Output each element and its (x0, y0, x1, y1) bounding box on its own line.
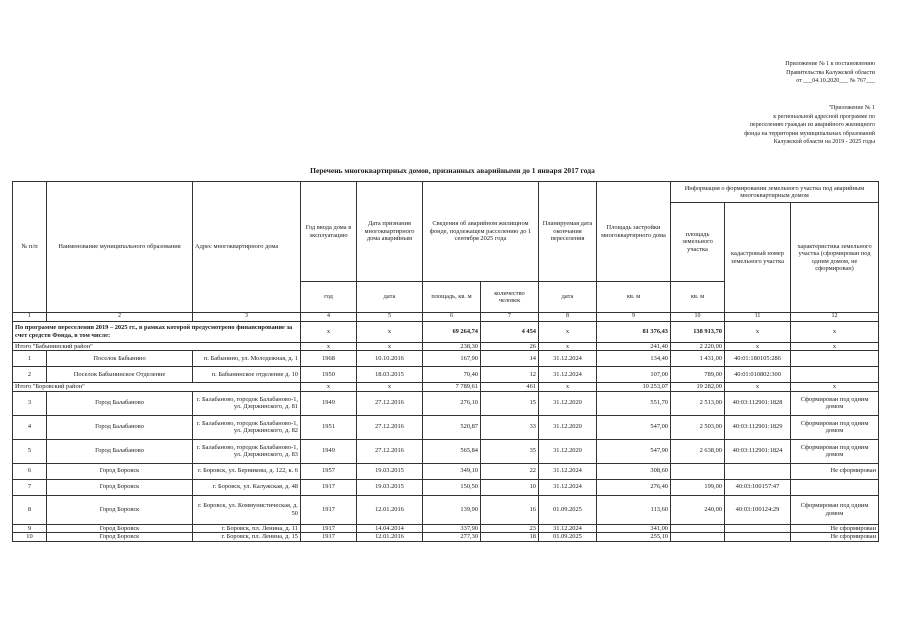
column-number-row (13, 313, 879, 322)
cell-cadastral (725, 463, 791, 479)
cell: x (791, 383, 879, 392)
col-number: 3 (193, 313, 301, 322)
cell-plan: 31.12.2024 (539, 367, 597, 383)
col-head-land-area: площадь земельного участка (671, 203, 725, 282)
cell-cadastral (725, 533, 791, 542)
cell-date: 12.01.2016 (357, 533, 423, 542)
cell-build-area: 241,40 (597, 342, 671, 351)
cell-year: 1951 (301, 415, 357, 439)
cell: x (357, 383, 423, 392)
table-row (13, 439, 879, 463)
cell-date: 19.03.2015 (357, 479, 423, 495)
program-total-label: По программе переселения 2019 – 2025 гг., в рамках которой предусмотрено финансирование за счет средств Фонда, в том числе: (13, 321, 301, 342)
unit-date-2: дата (539, 282, 597, 313)
appendix-line-3: от ___04.10.2020___ № 767___ (796, 78, 875, 84)
col-number: 7 (481, 313, 539, 322)
cell-address: г. Балабаново, городок Балабаново-1, ул. Дзержинского, д. 82 (193, 415, 301, 439)
group-total-label: Итого "Бабынинский район" (13, 342, 301, 351)
col-number: 11 (725, 313, 791, 322)
cell-land-area (671, 533, 725, 542)
cell-people: 461 (481, 383, 539, 392)
cell-people: 33 (481, 415, 539, 439)
cell-address: г. Балабаново, городок Балабаново-1, ул. Дзержинского, д. 81 (193, 391, 301, 415)
cell-build-area: 551,70 (597, 391, 671, 415)
cell-municipality: Город Боровск (47, 495, 193, 524)
table-row (13, 479, 879, 495)
cell-plan: 31.12.2024 (539, 479, 597, 495)
cell-municipality: Город Балабаново (47, 415, 193, 439)
col-head-land-char: характеристика земельного участка (сформирован под одним домом, не сформирован) (791, 203, 879, 313)
cell-year: 1949 (301, 391, 357, 415)
cell-plan: 01.09.2025 (539, 495, 597, 524)
cell-people: 12 (481, 367, 539, 383)
cell-people: 14 (481, 351, 539, 367)
table-row (13, 533, 879, 542)
cell-area: 520,87 (423, 415, 481, 439)
cell-land-char: Не сформирован (791, 524, 879, 533)
cell-num: 4 (13, 415, 47, 439)
cell-num: 7 (13, 479, 47, 495)
cell-year: 1949 (301, 439, 357, 463)
cell-address: г. Боровск, ул. Берникова, д. 122, к. 6 (193, 463, 301, 479)
cell-build-area: 81 376,43 (597, 321, 671, 342)
group-total-label: Итого "Боровский район" (13, 383, 301, 392)
cell-municipality: Город Балабаново (47, 439, 193, 463)
cell-cadastral: 40:01:010802:300 (725, 367, 791, 383)
cell-land-char: Не сформирован (791, 463, 879, 479)
cell-municipality: Город Боровск (47, 524, 193, 533)
col-number: 9 (597, 313, 671, 322)
cell-area: 337,90 (423, 524, 481, 533)
cell-num: 3 (13, 391, 47, 415)
cell-land-area: 789,00 (671, 367, 725, 383)
cell-municipality: Поселок Бабынино (47, 351, 193, 367)
col-head-land-info: Информация о формировании земельного участка под аварийным многоквартирным домом (671, 182, 879, 203)
program-total-row (13, 321, 879, 342)
col-number: 8 (539, 313, 597, 322)
cell-build-area: 134,40 (597, 351, 671, 367)
col-head-planned-date: Планируемая дата окончания переселения (539, 182, 597, 282)
group-total-row (13, 342, 879, 351)
cell-people: 16 (481, 495, 539, 524)
cell-area: 69 264,74 (423, 321, 481, 342)
cell-area: 70,40 (423, 367, 481, 383)
cell-area: 139,90 (423, 495, 481, 524)
col-number: 2 (47, 313, 193, 322)
program-line-3: переселению граждан из аварийного жилищного (749, 122, 875, 128)
cell-land-area: 138 913,70 (671, 321, 725, 342)
cell-num: 1 (13, 351, 47, 367)
cell-build-area: 276,40 (597, 479, 671, 495)
cell: x (791, 342, 879, 351)
col-head-building-area: Площадь застройки многоквартирного дома (597, 182, 671, 282)
cell-people: 10 (481, 479, 539, 495)
cell-date: 12.01.2016 (357, 495, 423, 524)
cell-land-char: Не сформирован (791, 533, 879, 542)
unit-date: дата (357, 282, 423, 313)
cell-land-char (791, 351, 879, 367)
cell-build-area: 341,00 (597, 524, 671, 533)
cell: x (301, 321, 357, 342)
cell-address: г. Балабаново, городок Балабаново-1, ул. Дзержинского, д. 83 (193, 439, 301, 463)
cell: x (791, 321, 879, 342)
cell-land-area: 2 638,00 (671, 439, 725, 463)
cell-cadastral: 40:03:100124:29 (725, 495, 791, 524)
cell-land-char (791, 479, 879, 495)
cell-build-area: 547,00 (597, 415, 671, 439)
cell-people: 15 (481, 391, 539, 415)
col-head-resettlement: Сведения об аварийном жилищном фонде, подлежащем расселению до 1 сентября 2025 года (423, 182, 539, 282)
cell-area: 276,10 (423, 391, 481, 415)
col-head-year: Год ввода дома в эксплуатацию (301, 182, 357, 282)
cell-land-area (671, 524, 725, 533)
col-number: 10 (671, 313, 725, 322)
col-head-num: № п/п (13, 182, 47, 313)
table-row (13, 391, 879, 415)
cell-date: 27.12.2016 (357, 391, 423, 415)
cell-people: 18 (481, 533, 539, 542)
cell-plan: 31.12.2024 (539, 524, 597, 533)
cell-plan: 31.12.2020 (539, 415, 597, 439)
cell: x (357, 342, 423, 351)
cell-land-area (671, 463, 725, 479)
cell-people: 4 454 (481, 321, 539, 342)
cell-date: 19.03.2015 (357, 463, 423, 479)
cell-num: 6 (13, 463, 47, 479)
unit-sqm-2: кв. м (671, 282, 725, 313)
cell: x (725, 321, 791, 342)
table-row (13, 351, 879, 367)
cell-date: 14.04.2014 (357, 524, 423, 533)
unit-qty-people: количество человек (481, 282, 539, 313)
cell-build-area: 113,60 (597, 495, 671, 524)
cell-year: 1917 (301, 533, 357, 542)
appendix-line-1: Приложение № 1 к постановлению (785, 61, 875, 67)
cell-address: г. Боровск, ул. Коммунистическая, д. 50 (193, 495, 301, 524)
cell-area: 277,30 (423, 533, 481, 542)
cell-build-area: 107,00 (597, 367, 671, 383)
cell-cadastral: 40:03:112901:1829 (725, 415, 791, 439)
cell-municipality: Поселок Бабынинское Отделение (47, 367, 193, 383)
cell-land-area: 19 282,00 (671, 383, 725, 392)
program-line-2: к региональной адресной программе по (773, 113, 875, 120)
cell-num: 2 (13, 367, 47, 383)
cell-plan: 31.12.2020 (539, 439, 597, 463)
cell-address: г. Боровск, ул. Калужская, д. 48 (193, 479, 301, 495)
cell-year: 1917 (301, 479, 357, 495)
table-row (13, 495, 879, 524)
group-total-row (13, 383, 879, 392)
cell: x (725, 383, 791, 392)
cell-area: 7 789,61 (423, 383, 481, 392)
cell-num: 8 (13, 495, 47, 524)
cell-land-area: 2 513,00 (671, 391, 725, 415)
cell-land-char: Сформирован под одним домом (791, 439, 879, 463)
cell-municipality: Город Боровск (47, 463, 193, 479)
unit-year: год (301, 282, 357, 313)
cell-year: 1917 (301, 524, 357, 533)
program-line-4: фонда на территории муниципальных образований (744, 130, 875, 137)
cell-land-char (791, 367, 879, 383)
cell-address: г. Боровск, пл. Ленина, д. 15 (193, 533, 301, 542)
cell-num: 10 (13, 533, 47, 542)
cell-area: 349,10 (423, 463, 481, 479)
table-row (13, 367, 879, 383)
cell-cadastral: 40:01:180105:286 (725, 351, 791, 367)
cell-people: 23 (481, 524, 539, 533)
cell-land-area: 2 503,00 (671, 415, 725, 439)
appendix-line-2: Правительства Калужской области (786, 69, 875, 76)
cell: x (539, 383, 597, 392)
cell-plan: 31.12.2024 (539, 351, 597, 367)
cell-plan: 31.12.2024 (539, 463, 597, 479)
cell-municipality: Город Боровск (47, 479, 193, 495)
unit-area: площадь, кв. м (423, 282, 481, 313)
cell-cadastral: 40:03:100157:47 (725, 479, 791, 495)
houses-table (12, 181, 879, 542)
cell-land-area: 240,00 (671, 495, 725, 524)
col-head-date-emergency: Дата признания многоквартирного дома аварийным (357, 182, 423, 282)
cell-cadastral: 40:03:112901:1828 (725, 391, 791, 415)
cell-date: 10.10.2016 (357, 351, 423, 367)
col-head-cadastral: кадастровый номер земельного участка (725, 203, 791, 313)
col-head-address: Адрес многоквартирного дома (193, 182, 301, 313)
cell-num: 5 (13, 439, 47, 463)
col-number: 1 (13, 313, 47, 322)
cell-build-area: 308,60 (597, 463, 671, 479)
cell-people: 35 (481, 439, 539, 463)
cell-people: 22 (481, 463, 539, 479)
program-header (744, 104, 875, 147)
cell-date: 18.03.2015 (357, 367, 423, 383)
cell-cadastral: 40:03:112901:1824 (725, 439, 791, 463)
cell-land-char: Сформирован под одним домом (791, 495, 879, 524)
table-row (13, 524, 879, 533)
cell: x (301, 342, 357, 351)
cell: x (725, 342, 791, 351)
cell-num: 9 (13, 524, 47, 533)
cell-year: 1968 (301, 351, 357, 367)
cell-plan: 01.09.2025 (539, 533, 597, 542)
cell-address: п. Бабынино, ул. Молодежная, д. 1 (193, 351, 301, 367)
cell: x (357, 321, 423, 342)
col-number: 12 (791, 313, 879, 322)
cell: x (539, 321, 597, 342)
cell-year: 1950 (301, 367, 357, 383)
cell-municipality: Город Боровск (47, 533, 193, 542)
cell-land-char: Сформирован под одним домом (791, 415, 879, 439)
program-line-5: Калужской области на 2019 - 2025 годы (773, 139, 875, 145)
cell-municipality: Город Балабаново (47, 391, 193, 415)
cell-address: г. Боровск, пл. Ленина, д. 11 (193, 524, 301, 533)
col-number: 4 (301, 313, 357, 322)
cell-build-area: 10 253,07 (597, 383, 671, 392)
cell-land-area: 2 220,00 (671, 342, 725, 351)
document-title: Перечень многоквартирных домов, признанных аварийными до 1 января 2017 года (310, 166, 595, 175)
col-number: 6 (423, 313, 481, 322)
cell-date: 27.12.2016 (357, 415, 423, 439)
cell-year: 1957 (301, 463, 357, 479)
col-number: 5 (357, 313, 423, 322)
cell: x (539, 342, 597, 351)
cell-build-area: 547,90 (597, 439, 671, 463)
table-row (13, 415, 879, 439)
cell-land-area: 199,00 (671, 479, 725, 495)
appendix-header (785, 60, 875, 86)
cell-people: 26 (481, 342, 539, 351)
cell-land-area: 1 431,00 (671, 351, 725, 367)
unit-sqm: кв. м (597, 282, 671, 313)
cell-area: 238,30 (423, 342, 481, 351)
cell-plan: 31.12.2020 (539, 391, 597, 415)
cell-area: 150,50 (423, 479, 481, 495)
cell-address: п. Бабынинское отделение д. 10 (193, 367, 301, 383)
col-head-municipality: Наименование муниципального образования (47, 182, 193, 313)
cell: x (301, 383, 357, 392)
cell-cadastral (725, 524, 791, 533)
cell-area: 565,84 (423, 439, 481, 463)
table-row (13, 463, 879, 479)
cell-land-char: Сформирован под одним домом (791, 391, 879, 415)
cell-area: 167,90 (423, 351, 481, 367)
cell-build-area: 255,10 (597, 533, 671, 542)
program-line-1: "Приложение № 1 (828, 105, 875, 111)
cell-year: 1917 (301, 495, 357, 524)
cell-date: 27.12.2016 (357, 439, 423, 463)
